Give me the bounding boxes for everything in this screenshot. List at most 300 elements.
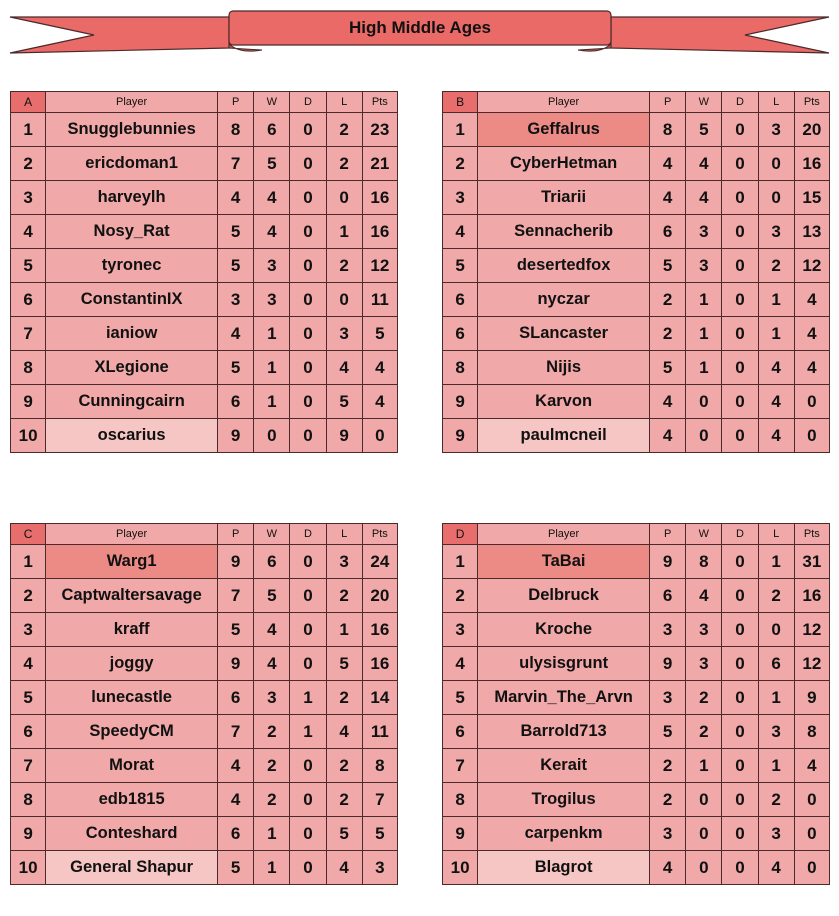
rank-cell: 3 [11, 613, 46, 647]
player-name: SLancaster [478, 317, 650, 351]
player-name: SpeedyCM [46, 715, 218, 749]
header-played: P [218, 524, 254, 545]
points-cell: 12 [362, 249, 397, 283]
lost-cell: 3 [758, 715, 794, 749]
points-cell: 4 [794, 317, 829, 351]
played-cell: 8 [650, 113, 686, 147]
played-cell: 4 [218, 783, 254, 817]
points-cell: 4 [794, 351, 829, 385]
lost-cell: 1 [758, 681, 794, 715]
played-cell: 6 [650, 215, 686, 249]
points-cell: 12 [794, 613, 829, 647]
player-name: harveylh [46, 181, 218, 215]
points-cell: 16 [362, 181, 397, 215]
header-drawn: D [722, 92, 758, 113]
header-won: W [686, 92, 722, 113]
lost-cell: 4 [758, 419, 794, 453]
table-row [11, 113, 398, 147]
header-player: Player [478, 92, 650, 113]
rank-cell: 7 [11, 317, 46, 351]
won-cell: 3 [686, 613, 722, 647]
drawn-cell: 0 [290, 419, 326, 453]
played-cell: 4 [650, 419, 686, 453]
rank-cell: 9 [443, 419, 478, 453]
player-name: Karvon [478, 385, 650, 419]
points-cell: 7 [362, 783, 397, 817]
lost-cell: 3 [326, 317, 362, 351]
player-name: lunecastle [46, 681, 218, 715]
rank-cell: 5 [11, 249, 46, 283]
lost-cell: 2 [758, 783, 794, 817]
won-cell: 3 [254, 249, 290, 283]
won-cell: 1 [686, 317, 722, 351]
lost-cell: 0 [758, 147, 794, 181]
played-cell: 3 [650, 613, 686, 647]
lost-cell: 2 [326, 579, 362, 613]
table-row [443, 783, 830, 817]
won-cell: 4 [686, 147, 722, 181]
player-name: Delbruck [478, 579, 650, 613]
played-cell: 5 [650, 249, 686, 283]
lost-cell: 1 [758, 545, 794, 579]
lost-cell: 4 [758, 385, 794, 419]
player-name: tyronec [46, 249, 218, 283]
rank-cell: 9 [11, 385, 46, 419]
lost-cell: 1 [758, 317, 794, 351]
drawn-cell: 0 [722, 181, 758, 215]
played-cell: 2 [650, 283, 686, 317]
header-won: W [254, 92, 290, 113]
player-name: CyberHetman [478, 147, 650, 181]
won-cell: 4 [254, 613, 290, 647]
played-cell: 5 [218, 851, 254, 885]
player-name: Barrold713 [478, 715, 650, 749]
lost-cell: 4 [326, 715, 362, 749]
group-table-d [442, 523, 830, 885]
played-cell: 3 [650, 817, 686, 851]
played-cell: 9 [218, 419, 254, 453]
lost-cell: 1 [758, 749, 794, 783]
header-player: Player [478, 524, 650, 545]
rank-cell: 4 [11, 215, 46, 249]
table-row [443, 817, 830, 851]
played-cell: 4 [218, 317, 254, 351]
points-cell: 24 [362, 545, 397, 579]
rank-cell: 6 [443, 715, 478, 749]
header-player: Player [46, 524, 218, 545]
played-cell: 9 [650, 545, 686, 579]
rank-cell: 2 [11, 147, 46, 181]
player-name: nyczar [478, 283, 650, 317]
drawn-cell: 0 [722, 147, 758, 181]
rank-cell: 4 [11, 647, 46, 681]
rank-cell: 6 [443, 317, 478, 351]
played-cell: 5 [218, 613, 254, 647]
lost-cell: 1 [326, 613, 362, 647]
points-cell: 3 [362, 851, 397, 885]
group-table-c [10, 523, 398, 885]
player-name: Blagrot [478, 851, 650, 885]
rank-cell: 3 [443, 181, 478, 215]
drawn-cell: 0 [722, 249, 758, 283]
won-cell: 6 [254, 113, 290, 147]
drawn-cell: 0 [722, 749, 758, 783]
header-player: Player [46, 92, 218, 113]
drawn-cell: 0 [290, 147, 326, 181]
table-row [11, 613, 398, 647]
won-cell: 2 [686, 715, 722, 749]
group-table-b [442, 91, 830, 453]
drawn-cell: 0 [290, 613, 326, 647]
points-cell: 15 [794, 181, 829, 215]
table-row [443, 181, 830, 215]
lost-cell: 4 [758, 851, 794, 885]
table-row [443, 249, 830, 283]
played-cell: 2 [650, 317, 686, 351]
won-cell: 1 [254, 351, 290, 385]
lost-cell: 5 [326, 817, 362, 851]
won-cell: 1 [254, 385, 290, 419]
player-name: Kroche [478, 613, 650, 647]
lost-cell: 4 [326, 851, 362, 885]
table-row [11, 351, 398, 385]
drawn-cell: 0 [722, 113, 758, 147]
won-cell: 3 [254, 681, 290, 715]
drawn-cell: 0 [722, 545, 758, 579]
lost-cell: 2 [758, 249, 794, 283]
won-cell: 3 [686, 215, 722, 249]
points-cell: 23 [362, 113, 397, 147]
table-row [443, 147, 830, 181]
played-cell: 7 [218, 579, 254, 613]
player-name: edb1815 [46, 783, 218, 817]
rank-cell: 8 [11, 783, 46, 817]
player-name: Triarii [478, 181, 650, 215]
drawn-cell: 0 [722, 579, 758, 613]
drawn-cell: 0 [722, 783, 758, 817]
played-cell: 6 [650, 579, 686, 613]
table-row [11, 647, 398, 681]
lost-cell: 2 [326, 249, 362, 283]
drawn-cell: 0 [290, 317, 326, 351]
points-cell: 4 [794, 283, 829, 317]
lost-cell: 4 [326, 351, 362, 385]
header-drawn: D [290, 524, 326, 545]
won-cell: 3 [686, 249, 722, 283]
rank-cell: 2 [443, 579, 478, 613]
lost-cell: 3 [758, 113, 794, 147]
played-cell: 2 [650, 783, 686, 817]
player-name: Cunningcairn [46, 385, 218, 419]
table-row [11, 283, 398, 317]
played-cell: 5 [218, 249, 254, 283]
header-lost: L [758, 524, 794, 545]
player-name: TaBai [478, 545, 650, 579]
table-row [11, 715, 398, 749]
player-name: Snugglebunnies [46, 113, 218, 147]
won-cell: 2 [686, 681, 722, 715]
player-name: General Shapur [46, 851, 218, 885]
points-cell: 9 [794, 681, 829, 715]
drawn-cell: 0 [290, 181, 326, 215]
table-row [443, 113, 830, 147]
lost-cell: 3 [758, 817, 794, 851]
player-name: ConstantinIX [46, 283, 218, 317]
drawn-cell: 0 [290, 351, 326, 385]
rank-cell: 6 [11, 715, 46, 749]
header-played: P [218, 92, 254, 113]
rank-cell: 7 [11, 749, 46, 783]
rank-cell: 5 [443, 249, 478, 283]
lost-cell: 2 [326, 749, 362, 783]
table-row [11, 579, 398, 613]
won-cell: 1 [686, 351, 722, 385]
drawn-cell: 0 [290, 113, 326, 147]
played-cell: 3 [218, 283, 254, 317]
table-row [443, 283, 830, 317]
group-header [11, 92, 398, 113]
table-row [11, 749, 398, 783]
lost-cell: 3 [758, 215, 794, 249]
drawn-cell: 0 [290, 249, 326, 283]
group-letter: D [443, 524, 478, 545]
won-cell: 1 [686, 749, 722, 783]
points-cell: 0 [794, 385, 829, 419]
lost-cell: 0 [326, 181, 362, 215]
table-row [11, 215, 398, 249]
player-name: kraff [46, 613, 218, 647]
drawn-cell: 0 [722, 613, 758, 647]
drawn-cell: 0 [290, 851, 326, 885]
player-name: Captwaltersavage [46, 579, 218, 613]
points-cell: 11 [362, 283, 397, 317]
player-name: Nijis [478, 351, 650, 385]
points-cell: 0 [794, 419, 829, 453]
rank-cell: 7 [443, 749, 478, 783]
drawn-cell: 0 [722, 681, 758, 715]
rank-cell: 2 [11, 579, 46, 613]
drawn-cell: 0 [290, 283, 326, 317]
points-cell: 4 [362, 351, 397, 385]
won-cell: 3 [686, 647, 722, 681]
header-points: Pts [794, 524, 829, 545]
group-header [443, 92, 830, 113]
player-name: oscarius [46, 419, 218, 453]
played-cell: 8 [218, 113, 254, 147]
played-cell: 7 [218, 147, 254, 181]
table-row [11, 419, 398, 453]
points-cell: 14 [362, 681, 397, 715]
rank-cell: 8 [443, 783, 478, 817]
group-letter: C [11, 524, 46, 545]
rank-cell: 10 [11, 419, 46, 453]
won-cell: 4 [254, 181, 290, 215]
player-name: joggy [46, 647, 218, 681]
won-cell: 0 [254, 419, 290, 453]
table-row [443, 385, 830, 419]
won-cell: 3 [254, 283, 290, 317]
player-name: ulysisgrunt [478, 647, 650, 681]
points-cell: 4 [362, 385, 397, 419]
points-cell: 8 [794, 715, 829, 749]
drawn-cell: 0 [290, 749, 326, 783]
won-cell: 0 [686, 385, 722, 419]
header-won: W [686, 524, 722, 545]
drawn-cell: 0 [290, 647, 326, 681]
lost-cell: 5 [326, 647, 362, 681]
lost-cell: 3 [326, 545, 362, 579]
drawn-cell: 0 [722, 215, 758, 249]
played-cell: 5 [650, 715, 686, 749]
table-row [443, 351, 830, 385]
player-name: Kerait [478, 749, 650, 783]
page-title: High Middle Ages [349, 18, 491, 37]
table-row [443, 681, 830, 715]
player-name: Trogilus [478, 783, 650, 817]
points-cell: 0 [794, 851, 829, 885]
rank-cell: 5 [11, 681, 46, 715]
won-cell: 0 [686, 851, 722, 885]
player-name: Morat [46, 749, 218, 783]
table-row [11, 783, 398, 817]
played-cell: 4 [650, 851, 686, 885]
points-cell: 5 [362, 817, 397, 851]
lost-cell: 2 [758, 579, 794, 613]
won-cell: 4 [686, 181, 722, 215]
points-cell: 21 [362, 147, 397, 181]
played-cell: 9 [650, 647, 686, 681]
points-cell: 13 [794, 215, 829, 249]
played-cell: 3 [650, 681, 686, 715]
table-row [11, 851, 398, 885]
played-cell: 7 [218, 715, 254, 749]
rank-cell: 10 [443, 851, 478, 885]
played-cell: 9 [218, 647, 254, 681]
rank-cell: 1 [11, 545, 46, 579]
drawn-cell: 0 [722, 419, 758, 453]
table-row [443, 419, 830, 453]
won-cell: 1 [254, 851, 290, 885]
played-cell: 4 [218, 181, 254, 215]
player-name: ianiow [46, 317, 218, 351]
lost-cell: 0 [326, 283, 362, 317]
points-cell: 16 [362, 647, 397, 681]
won-cell: 0 [686, 783, 722, 817]
lost-cell: 2 [326, 113, 362, 147]
points-cell: 16 [362, 613, 397, 647]
lost-cell: 0 [758, 181, 794, 215]
won-cell: 5 [686, 113, 722, 147]
header-won: W [254, 524, 290, 545]
player-name: Marvin_The_Arvn [478, 681, 650, 715]
points-cell: 16 [794, 579, 829, 613]
player-name: desertedfox [478, 249, 650, 283]
table-row [11, 681, 398, 715]
won-cell: 2 [254, 715, 290, 749]
won-cell: 0 [686, 817, 722, 851]
player-name: Conteshard [46, 817, 218, 851]
points-cell: 12 [794, 249, 829, 283]
table-row [11, 249, 398, 283]
table-row [443, 715, 830, 749]
played-cell: 4 [218, 749, 254, 783]
player-name: Warg1 [46, 545, 218, 579]
won-cell: 6 [254, 545, 290, 579]
won-cell: 2 [254, 749, 290, 783]
won-cell: 8 [686, 545, 722, 579]
lost-cell: 5 [326, 385, 362, 419]
rank-cell: 6 [443, 283, 478, 317]
table-row [443, 613, 830, 647]
rank-cell: 8 [11, 351, 46, 385]
header-played: P [650, 92, 686, 113]
points-cell: 20 [794, 113, 829, 147]
lost-cell: 1 [758, 283, 794, 317]
group-letter: A [11, 92, 46, 113]
lost-cell: 2 [326, 147, 362, 181]
rank-cell: 4 [443, 215, 478, 249]
lost-cell: 6 [758, 647, 794, 681]
points-cell: 4 [794, 749, 829, 783]
won-cell: 1 [254, 317, 290, 351]
won-cell: 0 [686, 419, 722, 453]
played-cell: 6 [218, 817, 254, 851]
table-row [11, 181, 398, 215]
drawn-cell: 0 [722, 385, 758, 419]
played-cell: 2 [650, 749, 686, 783]
header-lost: L [758, 92, 794, 113]
player-name: carpenkm [478, 817, 650, 851]
table-row [11, 385, 398, 419]
table-row [443, 215, 830, 249]
points-cell: 11 [362, 715, 397, 749]
drawn-cell: 0 [290, 215, 326, 249]
points-cell: 0 [794, 783, 829, 817]
points-cell: 16 [362, 215, 397, 249]
points-cell: 16 [794, 147, 829, 181]
won-cell: 4 [254, 647, 290, 681]
table-row [11, 317, 398, 351]
points-cell: 8 [362, 749, 397, 783]
player-name: ericdoman1 [46, 147, 218, 181]
rank-cell: 10 [11, 851, 46, 885]
rank-cell: 9 [443, 817, 478, 851]
drawn-cell: 0 [722, 351, 758, 385]
header-lost: L [326, 524, 362, 545]
lost-cell: 9 [326, 419, 362, 453]
player-name: Geffalrus [478, 113, 650, 147]
banner-right-tail [611, 17, 829, 53]
header-lost: L [326, 92, 362, 113]
drawn-cell: 0 [722, 817, 758, 851]
played-cell: 5 [650, 351, 686, 385]
won-cell: 5 [254, 147, 290, 181]
table-row [443, 749, 830, 783]
table-row [11, 147, 398, 181]
played-cell: 5 [218, 351, 254, 385]
rank-cell: 3 [443, 613, 478, 647]
rank-cell: 1 [443, 545, 478, 579]
rank-cell: 5 [443, 681, 478, 715]
drawn-cell: 0 [290, 385, 326, 419]
played-cell: 6 [218, 681, 254, 715]
drawn-cell: 0 [722, 317, 758, 351]
drawn-cell: 0 [290, 783, 326, 817]
won-cell: 1 [686, 283, 722, 317]
drawn-cell: 0 [290, 579, 326, 613]
played-cell: 9 [218, 545, 254, 579]
drawn-cell: 0 [290, 817, 326, 851]
